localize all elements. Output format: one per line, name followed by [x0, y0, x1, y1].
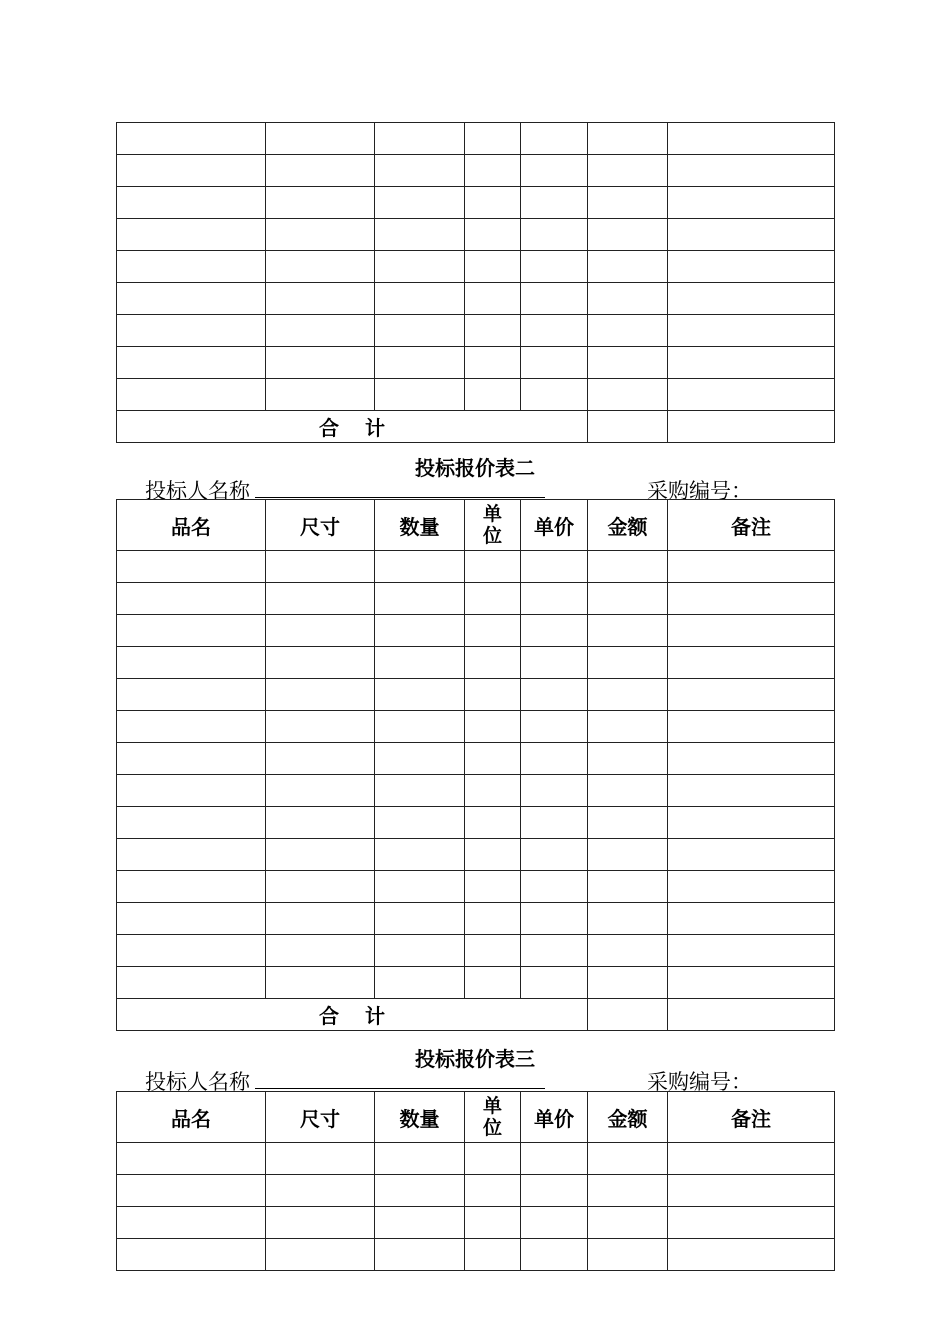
name-cell[interactable]: [117, 283, 266, 315]
remarks-cell[interactable]: [668, 219, 835, 251]
header-size: 尺寸: [266, 1092, 375, 1143]
amount-cell[interactable]: [588, 935, 668, 967]
name-cell[interactable]: [117, 1239, 266, 1271]
quantity-cell[interactable]: [375, 1175, 465, 1207]
quote-table-3: [116, 1091, 834, 1271]
unit-price-cell[interactable]: [521, 967, 588, 999]
name-cell[interactable]: [117, 155, 266, 187]
name-cell[interactable]: [117, 807, 266, 839]
amount-cell[interactable]: [588, 967, 668, 999]
table-row: [117, 219, 835, 251]
name-cell[interactable]: [117, 1143, 266, 1175]
size-cell[interactable]: [266, 219, 375, 251]
amount-cell[interactable]: [588, 583, 668, 615]
amount-cell[interactable]: [588, 219, 668, 251]
quantity-cell[interactable]: [375, 967, 465, 999]
table-row: [117, 1143, 835, 1175]
remarks-cell[interactable]: [668, 1207, 835, 1239]
size-cell[interactable]: [266, 379, 375, 411]
unit-cell[interactable]: [465, 967, 521, 999]
table-row: [117, 839, 835, 871]
table-row: [117, 187, 835, 219]
remarks-cell[interactable]: [668, 551, 835, 583]
procurement-number-label: 采购编号：: [647, 1070, 752, 1094]
name-cell[interactable]: [117, 903, 266, 935]
remarks-cell[interactable]: [668, 379, 835, 411]
amount-cell[interactable]: [588, 839, 668, 871]
table-row: [117, 583, 835, 615]
name-cell[interactable]: [117, 647, 266, 679]
unit-price-cell[interactable]: [521, 219, 588, 251]
unit-price-cell[interactable]: [521, 283, 588, 315]
unit-price-cell[interactable]: [521, 903, 588, 935]
unit-cell[interactable]: [465, 1239, 521, 1271]
unit-cell[interactable]: [465, 1143, 521, 1175]
remarks-cell[interactable]: [668, 711, 835, 743]
name-cell[interactable]: [117, 379, 266, 411]
remarks-cell[interactable]: [668, 839, 835, 871]
table-row: [117, 711, 835, 743]
size-cell[interactable]: [266, 871, 375, 903]
name-cell[interactable]: [117, 251, 266, 283]
size-cell[interactable]: [266, 967, 375, 999]
remarks-cell[interactable]: [668, 347, 835, 379]
header-name: 品名: [117, 500, 266, 551]
quantity-cell[interactable]: [375, 187, 465, 219]
unit-price-cell[interactable]: [521, 251, 588, 283]
unit-cell[interactable]: [465, 903, 521, 935]
quantity-cell[interactable]: [375, 219, 465, 251]
amount-cell[interactable]: [588, 123, 668, 155]
amount-cell[interactable]: [588, 155, 668, 187]
unit-price-cell[interactable]: [521, 615, 588, 647]
size-cell[interactable]: [266, 123, 375, 155]
unit-cell[interactable]: [465, 711, 521, 743]
unit-price-cell[interactable]: [521, 775, 588, 807]
name-cell[interactable]: [117, 967, 266, 999]
unit-price-cell[interactable]: [521, 711, 588, 743]
name-cell[interactable]: [117, 743, 266, 775]
name-cell[interactable]: [117, 551, 266, 583]
unit-cell[interactable]: [465, 251, 521, 283]
unit-cell[interactable]: [465, 219, 521, 251]
unit-cell[interactable]: [465, 647, 521, 679]
unit-price-cell[interactable]: [521, 1207, 588, 1239]
quantity-cell[interactable]: [375, 775, 465, 807]
remarks-cell[interactable]: [668, 315, 835, 347]
quantity-cell[interactable]: [375, 647, 465, 679]
remarks-cell[interactable]: [668, 871, 835, 903]
unit-price-cell[interactable]: [521, 123, 588, 155]
amount-cell[interactable]: [588, 679, 668, 711]
remarks-cell[interactable]: [668, 155, 835, 187]
amount-cell[interactable]: [588, 251, 668, 283]
quantity-cell[interactable]: [375, 155, 465, 187]
unit-cell[interactable]: [465, 315, 521, 347]
unit-cell[interactable]: [465, 283, 521, 315]
size-cell[interactable]: [266, 615, 375, 647]
amount-cell[interactable]: [588, 283, 668, 315]
unit-cell[interactable]: [465, 155, 521, 187]
bidder-name-field[interactable]: [255, 497, 545, 498]
amount-cell[interactable]: [588, 1143, 668, 1175]
table-row: [117, 615, 835, 647]
remarks-cell[interactable]: [668, 647, 835, 679]
header-size: 尺寸: [266, 500, 375, 551]
table-row: [117, 1207, 835, 1239]
unit-price-cell[interactable]: [521, 347, 588, 379]
header-unit-price: 单价: [521, 1092, 588, 1143]
unit-cell[interactable]: [465, 743, 521, 775]
size-cell[interactable]: [266, 315, 375, 347]
unit-cell[interactable]: [465, 615, 521, 647]
table-row: [117, 283, 835, 315]
table-row: [117, 679, 835, 711]
table-row: [117, 347, 835, 379]
size-cell[interactable]: [266, 347, 375, 379]
unit-cell[interactable]: [465, 583, 521, 615]
unit-cell[interactable]: [465, 187, 521, 219]
total-remarks-cell[interactable]: [668, 411, 835, 443]
amount-cell[interactable]: [588, 379, 668, 411]
total-amount-cell[interactable]: [588, 999, 668, 1031]
unit-cell[interactable]: [465, 935, 521, 967]
unit-cell[interactable]: [465, 379, 521, 411]
table-row: [117, 743, 835, 775]
amount-cell[interactable]: [588, 871, 668, 903]
remarks-cell[interactable]: [668, 583, 835, 615]
amount-cell[interactable]: [588, 1239, 668, 1271]
amount-cell[interactable]: [588, 711, 668, 743]
quantity-cell[interactable]: [375, 315, 465, 347]
total-row: [117, 411, 835, 443]
size-cell[interactable]: [266, 155, 375, 187]
header-name: 品名: [117, 1092, 266, 1143]
header-quantity: 数量: [375, 500, 465, 551]
unit-cell[interactable]: [465, 839, 521, 871]
unit-price-cell[interactable]: [521, 1239, 588, 1271]
amount-cell[interactable]: [588, 1175, 668, 1207]
size-cell[interactable]: [266, 1175, 375, 1207]
quantity-cell[interactable]: [375, 347, 465, 379]
size-cell[interactable]: [266, 903, 375, 935]
quantity-cell[interactable]: [375, 1207, 465, 1239]
amount-cell[interactable]: [588, 743, 668, 775]
size-cell[interactable]: [266, 807, 375, 839]
quantity-cell[interactable]: [375, 679, 465, 711]
name-cell[interactable]: [117, 711, 266, 743]
unit-cell[interactable]: [465, 1175, 521, 1207]
remarks-cell[interactable]: [668, 283, 835, 315]
quantity-cell[interactable]: [375, 283, 465, 315]
name-cell[interactable]: [117, 315, 266, 347]
size-cell[interactable]: [266, 551, 375, 583]
size-cell[interactable]: [266, 187, 375, 219]
name-cell[interactable]: [117, 187, 266, 219]
quantity-cell[interactable]: [375, 871, 465, 903]
remarks-cell[interactable]: [668, 679, 835, 711]
quantity-cell[interactable]: [375, 807, 465, 839]
name-cell[interactable]: [117, 679, 266, 711]
quantity-cell[interactable]: [375, 379, 465, 411]
unit-price-cell[interactable]: [521, 379, 588, 411]
quantity-cell[interactable]: [375, 935, 465, 967]
table-row: [117, 775, 835, 807]
size-cell[interactable]: [266, 743, 375, 775]
unit-price-cell[interactable]: [521, 935, 588, 967]
quantity-cell[interactable]: [375, 903, 465, 935]
remarks-cell[interactable]: [668, 615, 835, 647]
header-row: [117, 500, 835, 551]
table-row: [117, 379, 835, 411]
header-remarks: 备注: [668, 500, 835, 551]
amount-cell[interactable]: [588, 647, 668, 679]
header-row: [117, 1092, 835, 1143]
header-amount: 金额: [588, 1092, 668, 1143]
amount-cell[interactable]: [588, 807, 668, 839]
name-cell[interactable]: [117, 219, 266, 251]
unit-price-cell[interactable]: [521, 187, 588, 219]
unit-price-cell[interactable]: [521, 839, 588, 871]
table-row: [117, 967, 835, 999]
bidder-name-label: 投标人名称: [145, 479, 250, 503]
size-cell[interactable]: [266, 283, 375, 315]
name-cell[interactable]: [117, 935, 266, 967]
unit-price-cell[interactable]: [521, 315, 588, 347]
size-cell[interactable]: [266, 1143, 375, 1175]
size-cell[interactable]: [266, 775, 375, 807]
remarks-cell[interactable]: [668, 1239, 835, 1271]
size-cell[interactable]: [266, 583, 375, 615]
unit-cell[interactable]: [465, 871, 521, 903]
unit-cell[interactable]: [465, 347, 521, 379]
amount-cell[interactable]: [588, 187, 668, 219]
unit-price-cell[interactable]: [521, 551, 588, 583]
quantity-cell[interactable]: [375, 123, 465, 155]
unit-price-cell[interactable]: [521, 1175, 588, 1207]
unit-cell[interactable]: [465, 775, 521, 807]
amount-cell[interactable]: [588, 347, 668, 379]
remarks-cell[interactable]: [668, 903, 835, 935]
size-cell[interactable]: [266, 251, 375, 283]
header-remarks: 备注: [668, 1092, 835, 1143]
name-cell[interactable]: [117, 775, 266, 807]
unit-cell[interactable]: [465, 807, 521, 839]
unit-price-cell[interactable]: [521, 1143, 588, 1175]
remarks-cell[interactable]: [668, 123, 835, 155]
remarks-cell[interactable]: [668, 251, 835, 283]
total-label: 合 计: [117, 999, 588, 1031]
name-cell[interactable]: [117, 583, 266, 615]
header-amount: 金额: [588, 500, 668, 551]
name-cell[interactable]: [117, 1175, 266, 1207]
header-unit-price: 单价: [521, 500, 588, 551]
table-row: [117, 251, 835, 283]
amount-cell[interactable]: [588, 615, 668, 647]
quantity-cell[interactable]: [375, 251, 465, 283]
remarks-cell[interactable]: [668, 1175, 835, 1207]
quantity-cell[interactable]: [375, 1239, 465, 1271]
table-row: [117, 155, 835, 187]
table-row: [117, 871, 835, 903]
quantity-cell[interactable]: [375, 711, 465, 743]
remarks-cell[interactable]: [668, 187, 835, 219]
table-row: [117, 1239, 835, 1271]
header-unit: 单 位: [465, 500, 521, 551]
remarks-cell[interactable]: [668, 1143, 835, 1175]
unit-price-cell[interactable]: [521, 679, 588, 711]
name-cell[interactable]: [117, 839, 266, 871]
total-remarks-cell[interactable]: [668, 999, 835, 1031]
unit-price-cell[interactable]: [521, 807, 588, 839]
total-label: 合 计: [117, 411, 588, 443]
total-amount-cell[interactable]: [588, 411, 668, 443]
remarks-cell[interactable]: [668, 743, 835, 775]
size-cell[interactable]: [266, 935, 375, 967]
quantity-cell[interactable]: [375, 551, 465, 583]
table-row: [117, 647, 835, 679]
bidder-name-field[interactable]: [255, 1088, 545, 1089]
table-row: [117, 551, 835, 583]
quantity-cell[interactable]: [375, 583, 465, 615]
table-row: [117, 903, 835, 935]
unit-price-cell[interactable]: [521, 871, 588, 903]
quantity-cell[interactable]: [375, 743, 465, 775]
unit-cell[interactable]: [465, 1207, 521, 1239]
unit-cell[interactable]: [465, 551, 521, 583]
amount-cell[interactable]: [588, 775, 668, 807]
amount-cell[interactable]: [588, 1207, 668, 1239]
name-cell[interactable]: [117, 871, 266, 903]
unit-price-cell[interactable]: [521, 647, 588, 679]
unit-price-cell[interactable]: [521, 583, 588, 615]
size-cell[interactable]: [266, 711, 375, 743]
amount-cell[interactable]: [588, 551, 668, 583]
unit-cell[interactable]: [465, 123, 521, 155]
unit-cell[interactable]: [465, 679, 521, 711]
procurement-number-label: 采购编号：: [647, 479, 752, 503]
size-cell[interactable]: [266, 1207, 375, 1239]
bidder-name-label: 投标人名称: [145, 1070, 250, 1094]
name-cell[interactable]: [117, 123, 266, 155]
name-cell[interactable]: [117, 347, 266, 379]
table-row: [117, 1175, 835, 1207]
amount-cell[interactable]: [588, 315, 668, 347]
table-2-title: 投标报价表二: [415, 456, 535, 480]
size-cell[interactable]: [266, 679, 375, 711]
size-cell[interactable]: [266, 839, 375, 871]
unit-price-cell[interactable]: [521, 743, 588, 775]
quantity-cell[interactable]: [375, 615, 465, 647]
remarks-cell[interactable]: [668, 935, 835, 967]
remarks-cell[interactable]: [668, 775, 835, 807]
total-row: [117, 999, 835, 1031]
header-quantity: 数量: [375, 1092, 465, 1143]
quote-table-1-continued: [116, 122, 834, 443]
table-3-title: 投标报价表三: [415, 1047, 535, 1071]
quote-table-2: [116, 499, 834, 1031]
quantity-cell[interactable]: [375, 839, 465, 871]
table-row: [117, 935, 835, 967]
table-row: [117, 807, 835, 839]
unit-price-cell[interactable]: [521, 155, 588, 187]
remarks-cell[interactable]: [668, 967, 835, 999]
header-unit: 单 位: [465, 1092, 521, 1143]
amount-cell[interactable]: [588, 903, 668, 935]
name-cell[interactable]: [117, 1207, 266, 1239]
table-row: [117, 123, 835, 155]
remarks-cell[interactable]: [668, 807, 835, 839]
size-cell[interactable]: [266, 1239, 375, 1271]
name-cell[interactable]: [117, 615, 266, 647]
size-cell[interactable]: [266, 647, 375, 679]
quantity-cell[interactable]: [375, 1143, 465, 1175]
table-row: [117, 315, 835, 347]
